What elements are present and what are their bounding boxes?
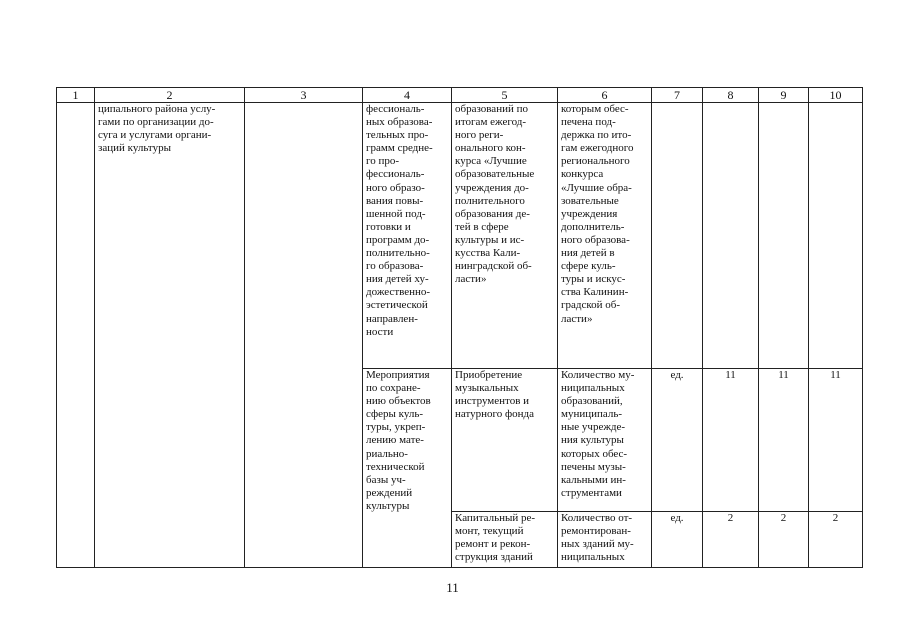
cell-indicator-1: которым обес- печена под- держка по ито- гам ежегодного регионального конкурса «Лучшие обра- зовательные учреждения дополнитель- ного образова- ния детей в сфере куль- туры и искус- ства Калинин- градской об- ласти» (558, 103, 652, 369)
column-header-3: 3 (245, 88, 363, 103)
cell-value-1-b (759, 103, 809, 369)
table-row (57, 103, 863, 369)
cell-value-3-b: 2 (759, 512, 809, 568)
cell-event-2: Приобретение музыкальных инструментов и натурного фонда (452, 369, 558, 512)
column-header-6: 6 (558, 88, 652, 103)
column-header-5: 5 (452, 88, 558, 103)
cell-value-1-c (809, 103, 863, 369)
cell-event-3: Капитальный ре- монт, текущий ремонт и рекон- струкция зданий (452, 512, 558, 568)
cell-value-3-a: 2 (703, 512, 759, 568)
cell-value-3-c: 2 (809, 512, 863, 568)
column-header-10: 10 (809, 88, 863, 103)
cell-task: ципального района услу- гами по организации до- суга и услугами органи- заций культуры (95, 103, 245, 568)
column-header-1: 1 (57, 88, 95, 103)
cell-unit-2: ед. (652, 369, 703, 512)
cell-indicator-3: Количество от- ремонтирован- ных зданий му- ниципальных (558, 512, 652, 568)
column-header-2: 2 (95, 88, 245, 103)
cell-value-2-c: 11 (809, 369, 863, 512)
cell-col3 (245, 103, 363, 568)
page-number: 11 (446, 580, 459, 595)
header-row (57, 88, 863, 103)
cell-unit-1 (652, 103, 703, 369)
cell-indicator-2: Количество му- ниципальных образований, муниципаль- ные учрежде- ния культуры которых обес- печены музы- кальными ин- струментами (558, 369, 652, 512)
cell-value-2-b: 11 (759, 369, 809, 512)
cell-value-2-a: 11 (703, 369, 759, 512)
column-header-7: 7 (652, 88, 703, 103)
cell-number (57, 103, 95, 568)
program-table (56, 87, 863, 568)
cell-activity-1: фессиональ- ных образова- тельных про- грамм средне- го про- фессиональ- ного образо- вания повы- шенной под- готовки и программ до- полнительно- го образова- ния детей ху- дожественно- эстетической направлен- ности (363, 103, 452, 369)
column-header-4: 4 (363, 88, 452, 103)
cell-event-1: образований по итогам ежегод- ного реги- онального кон- курса «Лучшие образовательные учреждения до- полнительного образования де- тей в сфере культуры и ис- кусства Кали- нинградской об- ласти» (452, 103, 558, 369)
column-header-8: 8 (703, 88, 759, 103)
cell-unit-3: ед. (652, 512, 703, 568)
cell-activity-2: Мероприятия по сохране- нию объектов сферы куль- туры, укреп- лению мате- риально- технической базы уч- реждений культуры (363, 369, 452, 568)
cell-value-1-a (703, 103, 759, 369)
column-header-9: 9 (759, 88, 809, 103)
